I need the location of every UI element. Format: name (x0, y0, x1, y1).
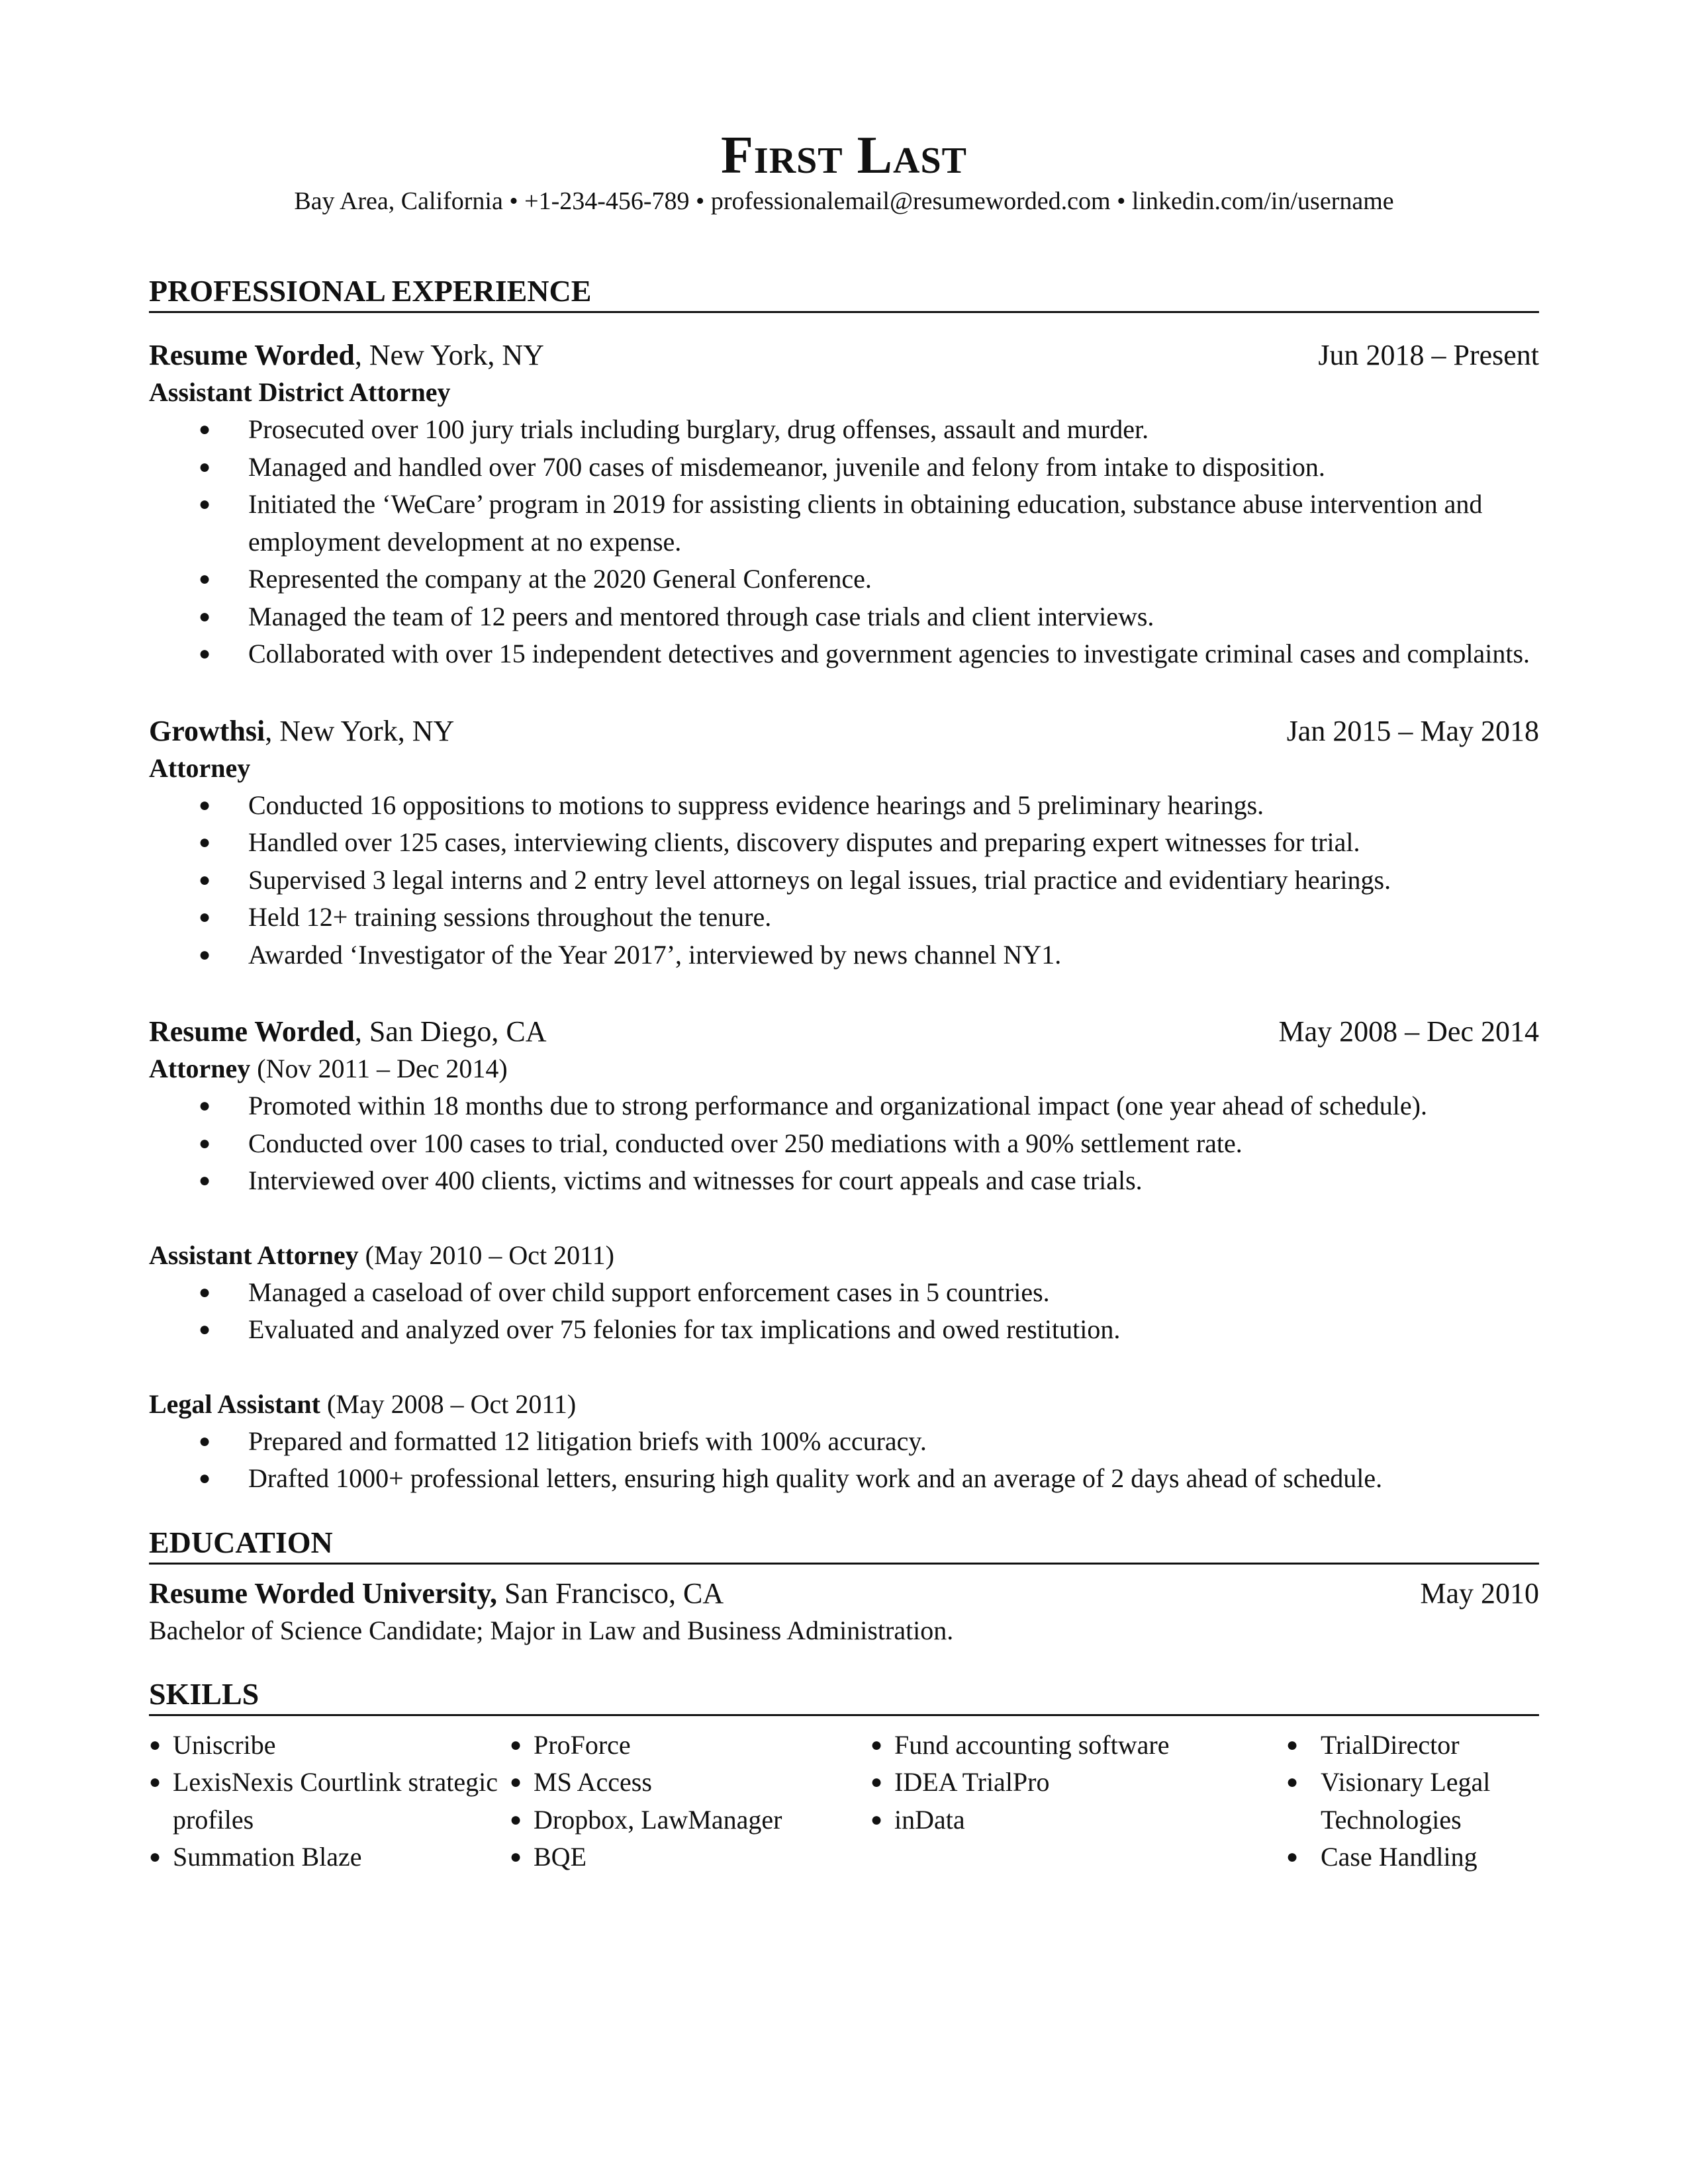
achievement-text: Managed the team of 12 peers and mentored through case trials and client interviews. (248, 601, 1154, 631)
bullet-icon: ● (149, 1846, 162, 1868)
role-period: (May 2008 – Oct 2011) (320, 1388, 577, 1419)
achievement-item (149, 787, 1539, 825)
resume-content (149, 126, 1539, 1876)
bullet-icon: ● (1286, 1733, 1299, 1756)
job-title: Assistant District Attorney (149, 377, 451, 407)
achievement-text: Awarded ‘Investigator of the Year 2017’, interviewed by news channel NY1. (248, 939, 1062, 970)
experience-heading: PROFESSIONAL EXPERIENCE (149, 273, 1539, 313)
achievement-text: Conducted 16 oppositions to motions to suppress evidence hearings and 5 preliminary hearings. (248, 790, 1264, 820)
education-heading: EDUCATION (149, 1524, 1539, 1565)
experience-entry (149, 1013, 1539, 1498)
achievement-item (149, 862, 1539, 899)
achievement-item (149, 1274, 1539, 1312)
achievement-list (149, 1087, 1539, 1200)
bullet-icon: ● (199, 1318, 211, 1340)
bullet-icon: ● (199, 1169, 211, 1191)
achievement-item (149, 411, 1539, 449)
skill-name: IDEA TrialPro (894, 1767, 1050, 1797)
job-title: Attorney (149, 752, 251, 783)
achievement-item (149, 1087, 1539, 1125)
skill-item (870, 1727, 1274, 1764)
achievement-list (149, 1423, 1539, 1498)
school-line (149, 1575, 724, 1612)
achievement-text: Held 12+ training sessions throughout the tenure. (248, 902, 772, 932)
achievement-text: Prosecuted over 100 jury trials including burglary, drug offenses, assault and murder. (248, 414, 1149, 444)
achievement-item (149, 899, 1539, 936)
achievement-text: Managed and handled over 700 cases of misdemeanor, juvenile and felony from intake to disposition. (248, 451, 1325, 482)
skills-section (149, 1676, 1539, 1876)
achievement-text: Initiated the ‘WeCare’ program in 2019 for assisting clients in obtaining education, substance abuse intervention and employment development at no expense. (248, 489, 1483, 557)
achievement-text: Prepared and formatted 12 litigation briefs with 100% accuracy. (248, 1426, 927, 1456)
skill-name: Summation Blaze (173, 1842, 362, 1872)
bullet-icon: ● (510, 1846, 522, 1868)
role-line (149, 1050, 1539, 1087)
achievement-item (149, 598, 1539, 636)
skill-name: ProForce (534, 1729, 631, 1760)
skills-column (510, 1727, 870, 1876)
job-title: Attorney (149, 1054, 251, 1083)
achievement-text: Supervised 3 legal interns and 2 entry level attorneys on legal issues, trial practice and evidentiary hearings. (248, 864, 1391, 895)
role-period: (Nov 2011 – Dec 2014) (250, 1054, 508, 1083)
bullet-icon: ● (199, 1430, 211, 1452)
skill-name: inData (894, 1804, 965, 1835)
bullet-icon: ● (199, 794, 211, 816)
company-location: , New York, NY (265, 714, 455, 747)
bullet-icon: ● (199, 605, 211, 627)
achievement-text: Interviewed over 400 clients, victims and witnesses for court appeals and case trials. (248, 1165, 1143, 1195)
skills-list (870, 1727, 1274, 1839)
skill-name: Visionary Legal Technologies (1321, 1767, 1491, 1835)
experience-entries (149, 337, 1539, 1498)
bullet-icon: ● (199, 943, 211, 966)
role-block (149, 750, 1539, 974)
education-row (149, 1575, 1539, 1612)
company-name: Resume Worded (149, 339, 355, 371)
bullet-icon: ● (199, 868, 211, 891)
bullet-icon: ● (149, 1733, 162, 1756)
achievement-text: Handled over 125 cases, interviewing clients, discovery disputes and preparing expert witnesses for trial. (248, 827, 1360, 857)
skills-heading: SKILLS (149, 1676, 1539, 1716)
employment-dates: Jun 2018 – Present (1318, 339, 1539, 371)
bullet-icon: ● (199, 493, 211, 515)
employment-dates: Jan 2015 – May 2018 (1286, 714, 1539, 747)
bullet-icon: ● (199, 1467, 211, 1489)
bullet-icon: ● (870, 1771, 883, 1793)
school-name: Resume Worded University, (149, 1576, 497, 1610)
skill-name: Fund accounting software (894, 1729, 1170, 1760)
skill-name: TrialDirector (1321, 1729, 1460, 1760)
achievement-item (149, 561, 1539, 598)
bullet-icon: ● (199, 1095, 211, 1116)
employment-dates: May 2008 – Dec 2014 (1278, 1015, 1539, 1048)
skills-list (1274, 1727, 1539, 1876)
achievement-list (149, 787, 1539, 974)
experience-entry (149, 337, 1539, 673)
skill-name: Uniscribe (173, 1729, 276, 1760)
skill-item (510, 1801, 870, 1839)
company-name: Growthsi (149, 714, 265, 747)
achievement-item (149, 824, 1539, 862)
job-title: Assistant Attorney (149, 1240, 359, 1270)
achievement-list (149, 1274, 1539, 1349)
bullet-icon: ● (199, 1132, 211, 1154)
school-location: San Francisco, CA (496, 1576, 724, 1610)
degree: Bachelor of Science Candidate; Major in Law and Business Administration. (149, 1615, 954, 1645)
skill-item (510, 1764, 870, 1801)
role-line (149, 1386, 1539, 1423)
education-section (149, 1524, 1539, 1649)
role-block (149, 1386, 1539, 1498)
entry-header (149, 1013, 1539, 1050)
skills-column (870, 1727, 1274, 1876)
achievement-list (149, 411, 1539, 673)
achievement-item (149, 1125, 1539, 1163)
experience-entry (149, 713, 1539, 974)
achievement-text: Represented the company at the 2020 General Conference. (248, 564, 872, 594)
skill-item (870, 1764, 1274, 1801)
skills-column (149, 1727, 510, 1876)
achievement-text: Evaluated and analyzed over 75 felonies for tax implications and owed restitution. (248, 1314, 1121, 1344)
contact-line: Bay Area, California • +1-234-456-789 • professionalemail@resumeworded.com • linkedin.com/in/username (294, 187, 1394, 215)
role-block (149, 374, 1539, 673)
role-period: (May 2010 – Oct 2011) (358, 1240, 614, 1270)
skill-item (1274, 1764, 1539, 1839)
role-block (149, 1237, 1539, 1349)
achievement-text: Managed a caseload of over child support enforcement cases in 5 countries. (248, 1277, 1050, 1307)
bullet-icon: ● (199, 418, 211, 440)
skill-item (870, 1801, 1274, 1839)
skill-name: BQE (534, 1842, 586, 1872)
employer-line (149, 337, 544, 374)
skill-item (510, 1727, 870, 1764)
achievement-item (149, 1311, 1539, 1349)
skills-grid (149, 1727, 1539, 1876)
entry-header (149, 337, 1539, 374)
graduation-date: May 2010 (1420, 1576, 1539, 1610)
experience-section (149, 273, 1539, 1498)
bullet-icon: ● (1286, 1846, 1299, 1868)
bullet-icon: ● (199, 906, 211, 928)
role-line (149, 750, 1539, 787)
bullet-icon: ● (1286, 1771, 1299, 1793)
skill-name: MS Access (534, 1767, 652, 1797)
achievement-item (149, 449, 1539, 486)
achievement-text: Conducted over 100 cases to trial, conducted over 250 mediations with a 90% settlement rate. (248, 1128, 1243, 1158)
company-name: Resume Worded (149, 1015, 355, 1048)
role-line (149, 1237, 1539, 1274)
bullet-icon: ● (510, 1808, 522, 1831)
achievement-item (149, 1162, 1539, 1200)
achievement-item (149, 635, 1539, 673)
achievement-item (149, 486, 1539, 561)
job-title: Legal Assistant (149, 1388, 320, 1419)
skills-list (510, 1727, 870, 1876)
skills-column (1274, 1727, 1539, 1876)
bullet-icon: ● (870, 1733, 883, 1756)
company-location: , New York, NY (354, 339, 544, 371)
bullet-icon: ● (199, 455, 211, 478)
bullet-icon: ● (510, 1771, 522, 1793)
resume-header (149, 126, 1539, 217)
role-block (149, 1050, 1539, 1200)
bullet-icon: ● (149, 1771, 162, 1793)
company-location: , San Diego, CA (354, 1015, 547, 1048)
bullet-icon: ● (870, 1808, 883, 1831)
achievement-item (149, 1460, 1539, 1498)
employer-line (149, 713, 454, 750)
role-line (149, 374, 1539, 411)
bullet-icon: ● (199, 643, 211, 664)
employer-line (149, 1013, 547, 1050)
skill-item (149, 1764, 510, 1839)
skill-item (1274, 1727, 1539, 1764)
achievement-item (149, 1423, 1539, 1461)
achievement-item (149, 936, 1539, 974)
skill-item (149, 1839, 510, 1876)
entry-header (149, 713, 1539, 750)
bullet-icon: ● (199, 568, 211, 590)
bullet-icon: ● (510, 1733, 522, 1756)
bullet-icon: ● (199, 831, 211, 853)
achievement-text: Promoted within 18 months due to strong performance and organizational impact (one year ahead of schedule). (248, 1091, 1427, 1120)
skill-name: LexisNexis Courtlink strategic profiles (173, 1767, 498, 1835)
achievement-text: Drafted 1000+ professional letters, ensuring high quality work and an average of 2 days ahead of schedule. (248, 1463, 1383, 1493)
skills-list (149, 1727, 510, 1876)
bullet-icon: ● (199, 1281, 211, 1303)
skill-item (149, 1727, 510, 1764)
candidate-name: First Last (721, 126, 967, 185)
achievement-text: Collaborated with over 15 independent detectives and government agencies to investigate criminal cases and complaints. (248, 639, 1530, 668)
skill-name: Dropbox, LawManager (534, 1804, 782, 1835)
skill-name: Case Handling (1321, 1842, 1477, 1872)
skill-item (1274, 1839, 1539, 1876)
skill-item (510, 1839, 870, 1876)
